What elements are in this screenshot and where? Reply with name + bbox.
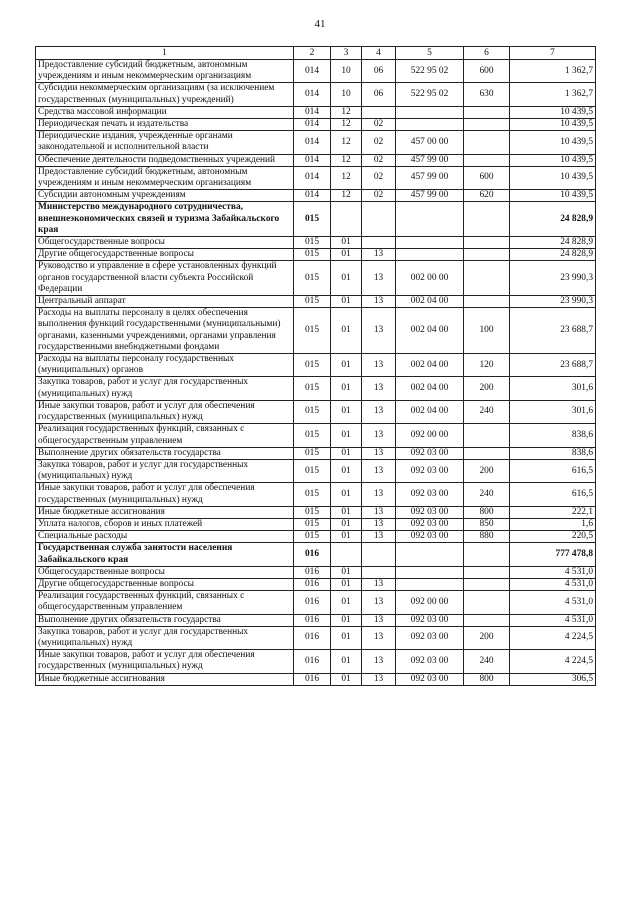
expense-type-cell <box>464 578 510 590</box>
amount-cell: 838,6 <box>510 447 596 459</box>
subsection-code-cell: 02 <box>362 119 396 131</box>
expense-type-cell <box>464 447 510 459</box>
table-row <box>36 296 596 308</box>
ministry-code-cell: 014 <box>294 154 331 166</box>
subsection-code-cell: 13 <box>362 506 396 518</box>
row-name-cell: Руководство и управление в сфере установленных функций органов государственной власти субъекта Российской Федерации <box>36 261 294 296</box>
amount-cell: 616,5 <box>510 483 596 506</box>
section-code-cell: 12 <box>331 131 362 154</box>
target-article-cell: 002 04 00 <box>396 377 464 400</box>
table-row <box>36 518 596 530</box>
table-row <box>36 154 596 166</box>
subsection-code-cell: 13 <box>362 614 396 626</box>
expense-type-cell: 630 <box>464 83 510 106</box>
expense-type-cell <box>464 296 510 308</box>
subsection-code-cell: 13 <box>362 296 396 308</box>
subsection-code-cell: 13 <box>362 400 396 423</box>
row-name-cell: Центральный аппарат <box>36 296 294 308</box>
ministry-code-cell: 015 <box>294 308 331 354</box>
table-row <box>36 166 596 189</box>
amount-cell: 4 531,0 <box>510 566 596 578</box>
section-header-row <box>36 543 596 566</box>
amount-cell: 616,5 <box>510 459 596 482</box>
expense-type-cell <box>464 614 510 626</box>
subsection-code-cell: 02 <box>362 190 396 202</box>
expense-type-cell <box>464 202 510 237</box>
subsection-code-cell: 13 <box>362 424 396 447</box>
amount-cell: 220,5 <box>510 531 596 543</box>
row-name-cell: Выполнение других обязательств государства <box>36 614 294 626</box>
amount-cell: 10 439,5 <box>510 166 596 189</box>
section-code-cell <box>331 543 362 566</box>
amount-cell: 1 362,7 <box>510 60 596 83</box>
subsection-code-cell: 02 <box>362 154 396 166</box>
ministry-code-cell: 016 <box>294 614 331 626</box>
subsection-code-cell: 13 <box>362 447 396 459</box>
target-article-cell: 092 00 00 <box>396 591 464 614</box>
section-code-cell: 01 <box>331 518 362 530</box>
section-code-cell: 01 <box>331 673 362 685</box>
section-code-cell: 01 <box>331 377 362 400</box>
expense-type-cell <box>464 249 510 261</box>
expense-type-cell: 240 <box>464 400 510 423</box>
table-row <box>36 626 596 649</box>
amount-cell: 24 828,9 <box>510 237 596 249</box>
expense-type-cell: 800 <box>464 673 510 685</box>
amount-cell: 4 531,0 <box>510 614 596 626</box>
section-code-cell: 01 <box>331 261 362 296</box>
section-code-cell: 01 <box>331 354 362 377</box>
target-article-cell <box>396 566 464 578</box>
ministry-code-cell: 014 <box>294 166 331 189</box>
expense-type-cell: 880 <box>464 531 510 543</box>
ministry-code-cell: 015 <box>294 400 331 423</box>
section-code-cell: 12 <box>331 154 362 166</box>
ministry-code-cell: 016 <box>294 591 331 614</box>
table-row <box>36 190 596 202</box>
expense-type-cell <box>464 119 510 131</box>
expense-type-cell <box>464 237 510 249</box>
amount-cell: 301,6 <box>510 400 596 423</box>
section-code-cell: 12 <box>331 190 362 202</box>
row-name-cell: Выполнение других обязательств государства <box>36 447 294 459</box>
amount-cell: 10 439,5 <box>510 190 596 202</box>
section-code-cell: 01 <box>331 531 362 543</box>
row-name-cell: Иные закупки товаров, работ и услуг для обеспечения государственных (муниципальных) нужд <box>36 650 294 673</box>
ministry-code-cell: 016 <box>294 543 331 566</box>
amount-cell: 838,6 <box>510 424 596 447</box>
amount-cell: 306,5 <box>510 673 596 685</box>
ministry-code-cell: 016 <box>294 566 331 578</box>
subsection-code-cell <box>362 543 396 566</box>
target-article-cell: 002 04 00 <box>396 400 464 423</box>
ministry-code-cell: 015 <box>294 531 331 543</box>
row-name-cell: Другие общегосударственные вопросы <box>36 249 294 261</box>
section-code-cell: 12 <box>331 119 362 131</box>
table-row <box>36 261 596 296</box>
subsection-code-cell: 13 <box>362 578 396 590</box>
section-code-cell: 01 <box>331 447 362 459</box>
expense-type-cell: 240 <box>464 650 510 673</box>
table-row <box>36 308 596 354</box>
ministry-code-cell: 015 <box>294 447 331 459</box>
header-cell: 1 <box>36 47 294 60</box>
header-row <box>36 47 596 60</box>
subsection-code-cell: 13 <box>362 518 396 530</box>
target-article-cell <box>396 249 464 261</box>
row-name-cell: Иные закупки товаров, работ и услуг для обеспечения государственных (муниципальных) нужд <box>36 400 294 423</box>
row-name-cell: Закупка товаров, работ и услуг для государственных (муниципальных) нужд <box>36 377 294 400</box>
row-name-cell: Предоставление субсидий бюджетным, автономным учреждениям и иным некоммерческим организациям <box>36 60 294 83</box>
subsection-code-cell: 13 <box>362 483 396 506</box>
target-article-cell: 092 03 00 <box>396 459 464 482</box>
table-row <box>36 459 596 482</box>
target-article-cell <box>396 578 464 590</box>
ministry-code-cell: 016 <box>294 626 331 649</box>
row-name-cell: Уплата налогов, сборов и иных платежей <box>36 518 294 530</box>
expense-type-cell: 240 <box>464 483 510 506</box>
table-row <box>36 650 596 673</box>
ministry-code-cell: 015 <box>294 354 331 377</box>
target-article-cell: 002 04 00 <box>396 308 464 354</box>
ministry-code-cell: 015 <box>294 518 331 530</box>
subsection-code-cell: 13 <box>362 650 396 673</box>
expense-type-cell <box>464 543 510 566</box>
section-code-cell: 01 <box>331 591 362 614</box>
target-article-cell: 092 03 00 <box>396 447 464 459</box>
row-name-cell: Периодическая печать и издательства <box>36 119 294 131</box>
section-code-cell: 10 <box>331 60 362 83</box>
section-code-cell: 01 <box>331 578 362 590</box>
section-code-cell: 01 <box>331 249 362 261</box>
amount-cell: 10 439,5 <box>510 154 596 166</box>
target-article-cell: 457 99 00 <box>396 190 464 202</box>
header-cell: 7 <box>510 47 596 60</box>
expense-type-cell: 200 <box>464 459 510 482</box>
amount-cell: 24 828,9 <box>510 249 596 261</box>
row-name-cell: Предоставление субсидий бюджетным, автономным учреждениям и иным некоммерческим организациям <box>36 166 294 189</box>
target-article-cell <box>396 106 464 118</box>
row-name-cell: Другие общегосударственные вопросы <box>36 578 294 590</box>
table-row <box>36 673 596 685</box>
target-article-cell: 092 03 00 <box>396 506 464 518</box>
expense-type-cell: 200 <box>464 377 510 400</box>
section-code-cell: 12 <box>331 106 362 118</box>
amount-cell: 1,6 <box>510 518 596 530</box>
section-code-cell: 10 <box>331 83 362 106</box>
amount-cell: 10 439,5 <box>510 131 596 154</box>
section-code-cell: 01 <box>331 296 362 308</box>
subsection-code-cell: 13 <box>362 459 396 482</box>
section-code-cell: 01 <box>331 650 362 673</box>
ministry-code-cell: 014 <box>294 119 331 131</box>
target-article-cell <box>396 119 464 131</box>
expense-type-cell <box>464 566 510 578</box>
amount-cell: 4 224,5 <box>510 650 596 673</box>
expense-type-cell <box>464 261 510 296</box>
subsection-code-cell <box>362 202 396 237</box>
amount-cell: 1 362,7 <box>510 83 596 106</box>
row-name-cell: Средства массовой информации <box>36 106 294 118</box>
row-name-cell: Министерство международного сотрудничества, внешнеэкономических связей и туризма Забайкальского края <box>36 202 294 237</box>
ministry-code-cell: 014 <box>294 83 331 106</box>
expense-type-cell: 200 <box>464 626 510 649</box>
amount-cell: 301,6 <box>510 377 596 400</box>
row-name-cell: Иные бюджетные ассигнования <box>36 673 294 685</box>
ministry-code-cell: 014 <box>294 190 331 202</box>
ministry-code-cell: 016 <box>294 673 331 685</box>
target-article-cell <box>396 543 464 566</box>
amount-cell: 777 478,8 <box>510 543 596 566</box>
amount-cell: 23 990,3 <box>510 261 596 296</box>
ministry-code-cell: 015 <box>294 249 331 261</box>
section-header-row <box>36 202 596 237</box>
amount-cell: 23 688,7 <box>510 354 596 377</box>
row-name-cell: Реализация государственных функций, связанных с общегосударственным управлением <box>36 591 294 614</box>
expense-type-cell: 600 <box>464 60 510 83</box>
table-row <box>36 106 596 118</box>
page-number: 41 <box>314 18 326 30</box>
target-article-cell <box>396 202 464 237</box>
table-row <box>36 578 596 590</box>
expense-type-cell <box>464 591 510 614</box>
table-row <box>36 614 596 626</box>
subsection-code-cell: 02 <box>362 166 396 189</box>
table-row <box>36 237 596 249</box>
subsection-code-cell: 02 <box>362 131 396 154</box>
target-article-cell: 002 00 00 <box>396 261 464 296</box>
header-cell: 6 <box>464 47 510 60</box>
subsection-code-cell: 13 <box>362 354 396 377</box>
ministry-code-cell: 015 <box>294 202 331 237</box>
table-row <box>36 119 596 131</box>
row-name-cell: Закупка товаров, работ и услуг для государственных (муниципальных) нужд <box>36 626 294 649</box>
target-article-cell: 092 03 00 <box>396 614 464 626</box>
table-row <box>36 83 596 106</box>
row-name-cell: Общегосударственные вопросы <box>36 566 294 578</box>
budget-table <box>35 46 596 686</box>
amount-cell: 10 439,5 <box>510 106 596 118</box>
amount-cell: 4 531,0 <box>510 591 596 614</box>
subsection-code-cell <box>362 106 396 118</box>
subsection-code-cell: 13 <box>362 308 396 354</box>
target-article-cell: 002 04 00 <box>396 296 464 308</box>
ministry-code-cell: 015 <box>294 424 331 447</box>
subsection-code-cell: 13 <box>362 531 396 543</box>
ministry-code-cell: 016 <box>294 578 331 590</box>
ministry-code-cell: 015 <box>294 296 331 308</box>
section-code-cell: 01 <box>331 308 362 354</box>
subsection-code-cell: 13 <box>362 249 396 261</box>
target-article-cell: 457 99 00 <box>396 166 464 189</box>
expense-type-cell: 800 <box>464 506 510 518</box>
table-row <box>36 447 596 459</box>
ministry-code-cell: 015 <box>294 483 331 506</box>
table-row <box>36 60 596 83</box>
expense-type-cell: 600 <box>464 166 510 189</box>
table-row <box>36 377 596 400</box>
expense-type-cell: 850 <box>464 518 510 530</box>
ministry-code-cell: 015 <box>294 261 331 296</box>
subsection-code-cell <box>362 237 396 249</box>
row-name-cell: Расходы на выплаты персоналу государственных (муниципальных) органов <box>36 354 294 377</box>
target-article-cell: 092 03 00 <box>396 531 464 543</box>
header-cell: 2 <box>294 47 331 60</box>
target-article-cell <box>396 237 464 249</box>
table-row <box>36 131 596 154</box>
subsection-code-cell: 13 <box>362 673 396 685</box>
header-cell: 5 <box>396 47 464 60</box>
amount-cell: 23 990,3 <box>510 296 596 308</box>
expense-type-cell: 620 <box>464 190 510 202</box>
ministry-code-cell: 015 <box>294 459 331 482</box>
ministry-code-cell: 014 <box>294 131 331 154</box>
subsection-code-cell: 13 <box>362 261 396 296</box>
expense-type-cell <box>464 106 510 118</box>
row-name-cell: Субсидии автономным учреждениям <box>36 190 294 202</box>
subsection-code-cell: 13 <box>362 626 396 649</box>
table-row <box>36 531 596 543</box>
row-name-cell: Закупка товаров, работ и услуг для государственных (муниципальных) нужд <box>36 459 294 482</box>
row-name-cell: Государственная служба занятости населения Забайкальского края <box>36 543 294 566</box>
section-code-cell: 01 <box>331 459 362 482</box>
expense-type-cell <box>464 424 510 447</box>
section-code-cell: 01 <box>331 237 362 249</box>
expense-type-cell: 100 <box>464 308 510 354</box>
target-article-cell: 092 03 00 <box>396 673 464 685</box>
section-code-cell: 01 <box>331 614 362 626</box>
row-name-cell: Иные закупки товаров, работ и услуг для обеспечения государственных (муниципальных) нужд <box>36 483 294 506</box>
target-article-cell: 457 99 00 <box>396 154 464 166</box>
ministry-code-cell: 014 <box>294 60 331 83</box>
header-cell: 4 <box>362 47 396 60</box>
expense-type-cell <box>464 131 510 154</box>
amount-cell: 222,1 <box>510 506 596 518</box>
section-code-cell <box>331 202 362 237</box>
expense-type-cell: 120 <box>464 354 510 377</box>
target-article-cell: 457 00 00 <box>396 131 464 154</box>
row-name-cell: Общегосударственные вопросы <box>36 237 294 249</box>
ministry-code-cell: 016 <box>294 650 331 673</box>
amount-cell: 10 439,5 <box>510 119 596 131</box>
amount-cell: 4 224,5 <box>510 626 596 649</box>
table-row <box>36 400 596 423</box>
amount-cell: 4 531,0 <box>510 578 596 590</box>
target-article-cell: 092 03 00 <box>396 518 464 530</box>
table-row <box>36 566 596 578</box>
row-name-cell: Расходы на выплаты персоналу в целях обеспечения выполнения функций государственными (муниципальными) органами, казенными учреждениями, органами управления государственными внебюджетными фондами <box>36 308 294 354</box>
table-row <box>36 424 596 447</box>
table-row <box>36 354 596 377</box>
row-name-cell: Иные бюджетные ассигнования <box>36 506 294 518</box>
subsection-code-cell <box>362 566 396 578</box>
section-code-cell: 01 <box>331 400 362 423</box>
table-row <box>36 506 596 518</box>
target-article-cell: 522 95 02 <box>396 83 464 106</box>
section-code-cell: 01 <box>331 626 362 649</box>
amount-cell: 24 828,9 <box>510 202 596 237</box>
ministry-code-cell: 014 <box>294 106 331 118</box>
target-article-cell: 002 04 00 <box>396 354 464 377</box>
target-article-cell: 092 03 00 <box>396 650 464 673</box>
ministry-code-cell: 015 <box>294 377 331 400</box>
target-article-cell: 092 00 00 <box>396 424 464 447</box>
expense-type-cell <box>464 154 510 166</box>
subsection-code-cell: 13 <box>362 591 396 614</box>
section-code-cell: 01 <box>331 506 362 518</box>
row-name-cell: Реализация государственных функций, связанных с общегосударственным управлением <box>36 424 294 447</box>
row-name-cell: Обеспечение деятельности подведомственных учреждений <box>36 154 294 166</box>
row-name-cell: Специальные расходы <box>36 531 294 543</box>
subsection-code-cell: 13 <box>362 377 396 400</box>
target-article-cell: 092 03 00 <box>396 626 464 649</box>
table-row <box>36 591 596 614</box>
ministry-code-cell: 015 <box>294 237 331 249</box>
table-row <box>36 249 596 261</box>
section-code-cell: 01 <box>331 483 362 506</box>
target-article-cell: 522 95 02 <box>396 60 464 83</box>
section-code-cell: 01 <box>331 424 362 447</box>
row-name-cell: Субсидии некоммерческим организациям (за исключением государственных (муниципальных) учреждений) <box>36 83 294 106</box>
section-code-cell: 12 <box>331 166 362 189</box>
section-code-cell: 01 <box>331 566 362 578</box>
subsection-code-cell: 06 <box>362 60 396 83</box>
table-row <box>36 483 596 506</box>
target-article-cell: 092 03 00 <box>396 483 464 506</box>
header-cell: 3 <box>331 47 362 60</box>
row-name-cell: Периодические издания, учрежденные органами законодательной и исполнительной власти <box>36 131 294 154</box>
amount-cell: 23 688,7 <box>510 308 596 354</box>
subsection-code-cell: 06 <box>362 83 396 106</box>
ministry-code-cell: 015 <box>294 506 331 518</box>
